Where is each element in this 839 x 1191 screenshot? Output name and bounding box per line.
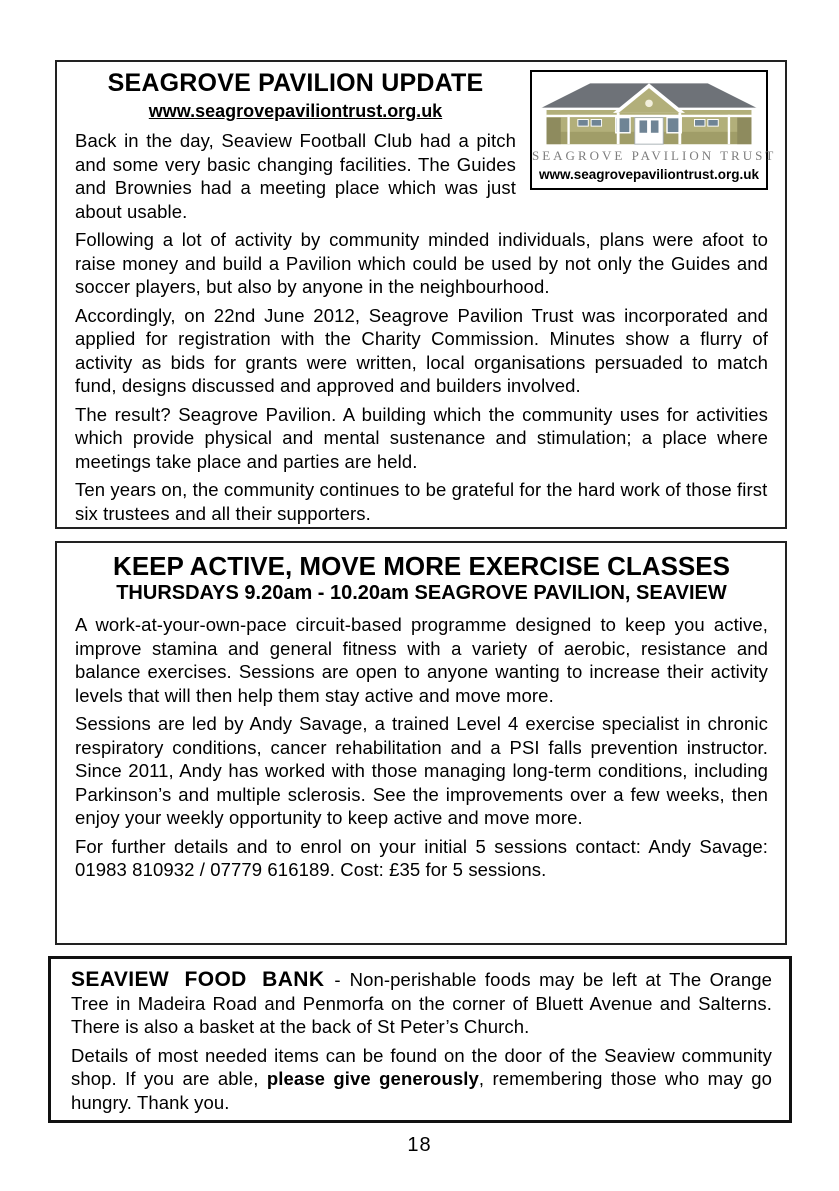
paragraph: The result? Seagrove Pavilion. A building which the community uses for activities which provide physical and mental sustenance and stimulation; a place where meetings take place and parties are held. xyxy=(75,403,768,472)
food-bank-closing: , remembering those who may go hungry. Thank you. xyxy=(71,1068,773,1113)
paragraph: Back in the day, Seaview Football Club had a pitch and some very basic changing facilities. The Guides and Brownies had a meeting place which was just about usable. xyxy=(75,130,516,222)
food-bank-intro: Non-perishable foods may be left at The Orange Tree in Madeira Road and Penmorfa on the corner of Bluett Avenue and Salterns. There is also a basket at the back of St Peter’s Church. xyxy=(71,969,772,1037)
food-bank-title: SEAVIEW FOOD BANK xyxy=(71,968,325,991)
food-bank-dash: - xyxy=(334,969,341,990)
pavilion-update-section xyxy=(55,60,787,529)
pavilion-update-title: SEAGROVE PAVILION UPDATE xyxy=(107,69,484,97)
paragraph: For further details and to enrol on your initial 5 sessions contact: Andy Savage: 01983 810932 / 07779 616189. Cost: £35 for 5 sessions. xyxy=(75,835,768,880)
food-bank-section xyxy=(48,956,792,1123)
paragraph: Following a lot of activity by community minded individuals, plans were afoot to raise money and build a Pavilion which could be used by not only the Guides and soccer players, but also by anyone in the neighbourhood. xyxy=(75,229,768,297)
pavilion-trust-logo-name: SEAGROVE PAVILION TRUST xyxy=(532,148,777,163)
paragraph xyxy=(71,968,772,1039)
paragraph: Ten years on, the community continues to be grateful for the hard work of those first six trustees and all their supporters. xyxy=(75,479,768,524)
page-number: 18 xyxy=(407,1134,432,1156)
exercise-classes-schedule: THURSDAYS 9.20am - 10.20am SEAGROVE PAVILION, SEAVIEW xyxy=(116,582,727,604)
paragraph: Accordingly, on 22nd June 2012, Seagrove Pavilion Trust was incorporated and applied for registration with the Charity Commission. Minutes show a flurry of activity as bids for grants were written, local organisations persuaded to match fund, designs discussed and approved and builders involved. xyxy=(75,304,768,396)
exercise-classes-title: KEEP ACTIVE, MOVE MORE EXERCISE CLASSES xyxy=(113,551,730,581)
exercise-classes-section xyxy=(55,541,787,945)
paragraph xyxy=(71,1044,772,1115)
pavilion-trust-logo-url: www.seagrovepaviliontrust.org.uk xyxy=(538,167,760,182)
pavilion-update-link[interactable]: www.seagrovepaviliontrust.org.uk xyxy=(148,101,443,121)
pavilion-building-illustration xyxy=(535,73,763,147)
food-bank-details: Details of most needed items can be found on the door of the Seaview community shop. If you are able, xyxy=(71,1044,772,1089)
pavilion-trust-logo xyxy=(530,70,777,190)
paragraph: Sessions are led by Andy Savage, a trained Level 4 exercise specialist in chronic respiratory conditions, cancer rehabilitation and a PSI falls prevention instructor. Since 2011, Andy has worked with those managing long-term conditions, including Parkinson’s and multiple sclerosis. See the improvements over a few weeks, then enjoy your weekly opportunity to keep active and move more. xyxy=(75,713,768,828)
paragraph: A work-at-your-own-pace circuit-based programme designed to keep you active, improve stamina and general fitness with a variety of aerobic, resistance and balance exercises. Sessions are open to anyone wanting to increase their activity levels that will then help them stay active and move more. xyxy=(75,614,768,706)
food-bank-appeal: please give generously xyxy=(266,1068,479,1089)
